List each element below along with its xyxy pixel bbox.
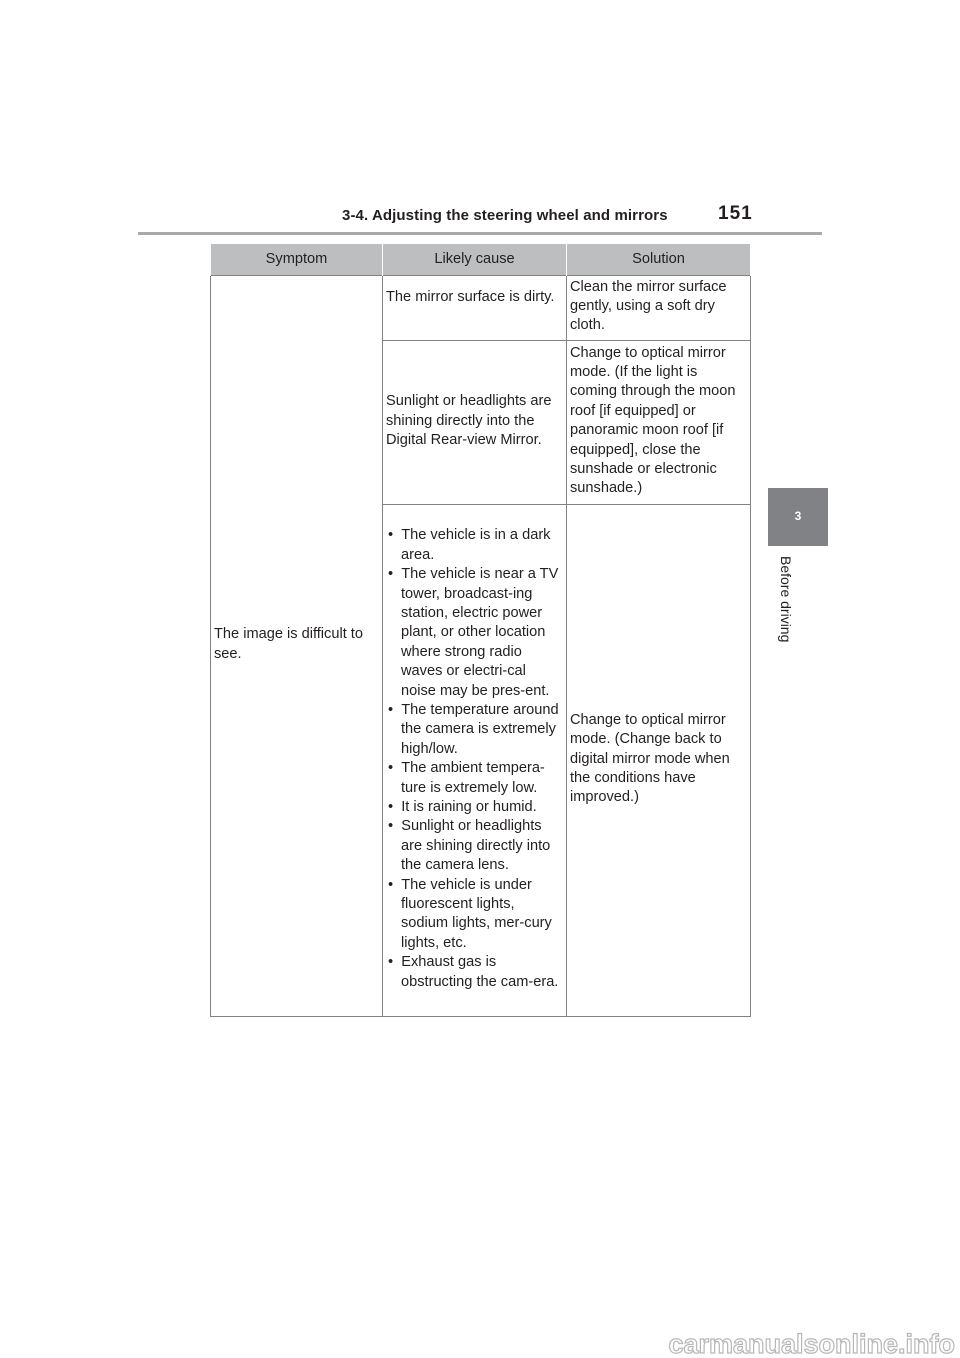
cause-cell: The mirror surface is dirty.	[383, 275, 567, 340]
list-item: • The temperature around the camera is extremely high/low.	[387, 701, 564, 759]
section-title: 3-4. Adjusting the steering wheel and mirrors	[342, 207, 668, 224]
symptom-cell: The image is difficult to see.	[211, 275, 383, 1016]
list-item: • The vehicle is in a dark area.	[387, 526, 564, 565]
list-item: • Exhaust gas is obstructing the cam-era.	[387, 953, 564, 992]
chapter-number: 3	[794, 509, 802, 523]
column-header-solution: Solution	[567, 244, 751, 275]
cause-cell: Sunlight or headlights are shining directly into the Digital Rear-view Mirror.	[383, 340, 567, 504]
column-header-likely-cause: Likely cause	[383, 244, 567, 275]
solution-cell: Clean the mirror surface gently, using a soft dry cloth.	[567, 275, 751, 340]
list-item: • It is raining or humid.	[387, 798, 564, 817]
list-item: • The vehicle is near a TV tower, broadcast-ing station, electric power plant, or other location where strong radio waves or electri-cal noise may be pres-ent.	[387, 565, 564, 701]
solution-cell: Change to optical mirror mode. (If the light is coming through the moon roof [if equipped] or panoramic moon roof [if equipped], close the sunshade or electronic sunshade.)	[567, 340, 751, 504]
page-number: 151	[718, 203, 753, 224]
chapter-label: Before driving	[778, 556, 794, 643]
watermark-text: carmanualsonline.info	[668, 1329, 955, 1358]
solution-cell: Change to optical mirror mode. (Change back to digital mirror mode when the conditions have improved.)	[567, 504, 751, 1016]
list-item: • Sunlight or headlights are shining directly into the camera lens.	[387, 817, 564, 875]
list-item: • The vehicle is under fluorescent lights, sodium lights, mer-cury lights, etc.	[387, 876, 564, 954]
list-item: • The ambient tempera-ture is extremely low.	[387, 759, 564, 798]
column-header-symptom: Symptom	[211, 244, 383, 275]
